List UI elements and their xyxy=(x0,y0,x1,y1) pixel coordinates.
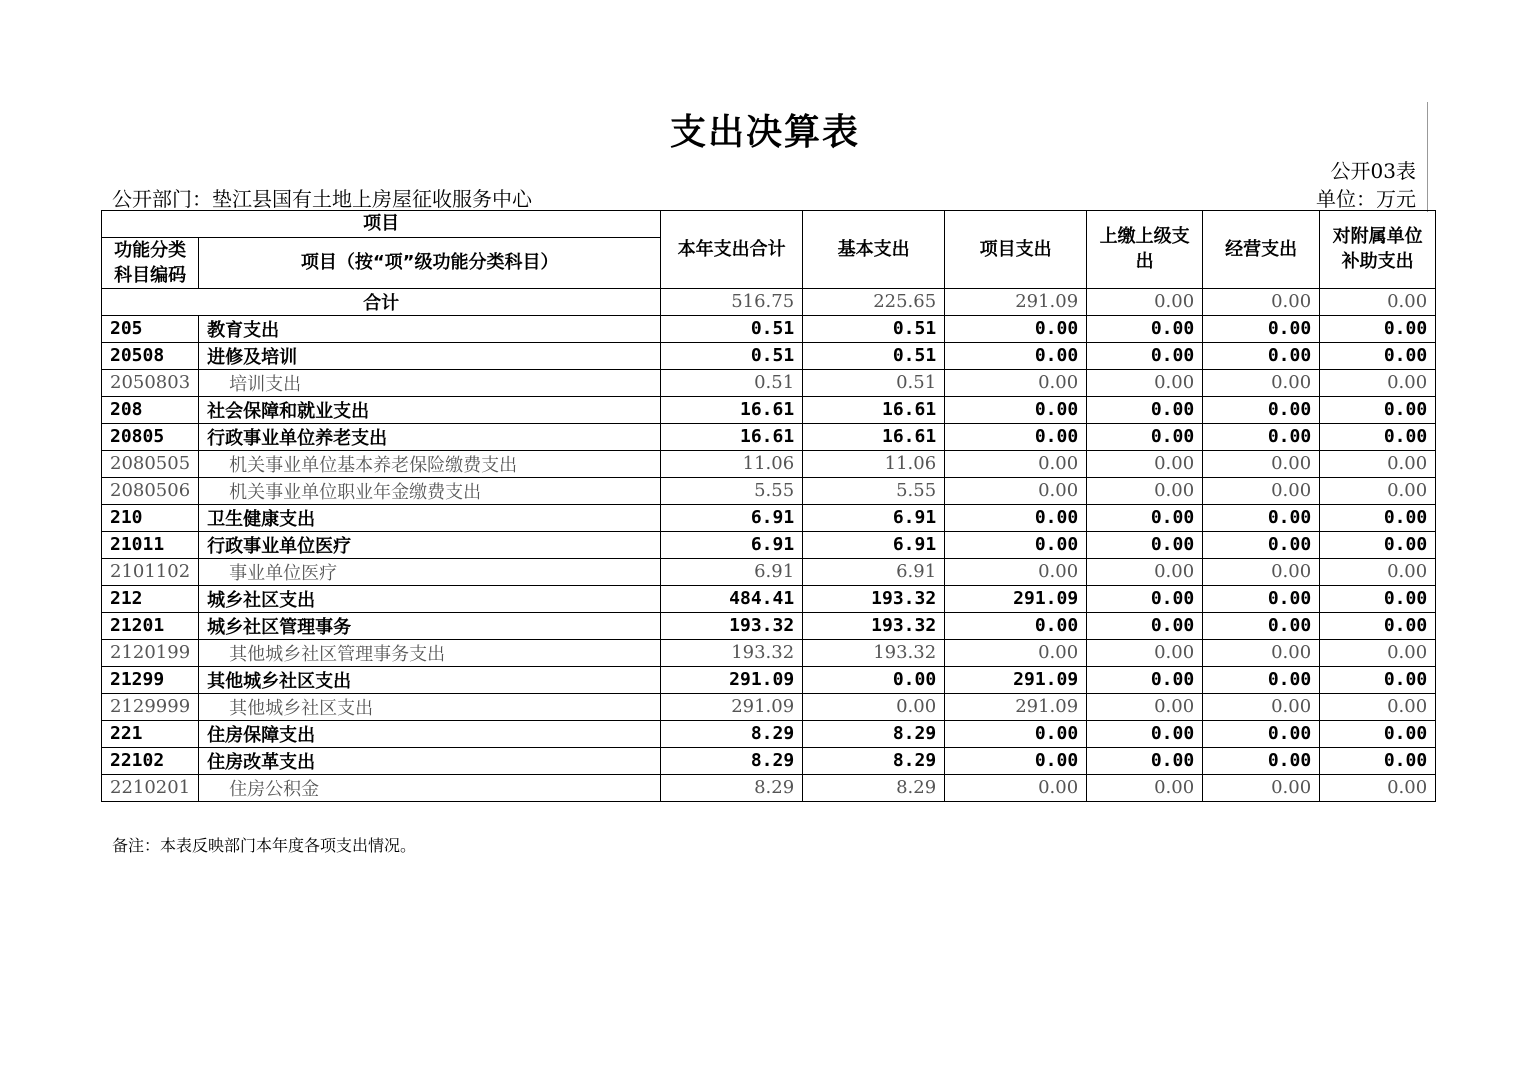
row-value: 0.00 xyxy=(1320,369,1436,396)
row-value: 11.06 xyxy=(803,450,945,477)
row-value: 291.09 xyxy=(945,666,1087,693)
row-value: 291.09 xyxy=(945,693,1087,720)
row-name: 行政事业单位养老支出 xyxy=(199,423,661,450)
row-value: 193.32 xyxy=(661,612,803,639)
row-name: 社会保障和就业支出 xyxy=(199,396,661,423)
row-code: 212 xyxy=(102,585,199,612)
row-value: 0.00 xyxy=(1203,423,1320,450)
row-value: 0.00 xyxy=(1320,612,1436,639)
row-value: 0.00 xyxy=(1320,693,1436,720)
row-value: 0.00 xyxy=(803,693,945,720)
row-value: 0.00 xyxy=(1203,342,1320,369)
row-value: 291.09 xyxy=(661,666,803,693)
row-value: 0.00 xyxy=(1320,477,1436,504)
header-item: 项目 xyxy=(102,211,661,238)
row-value: 0.00 xyxy=(1087,477,1203,504)
department-label: 公开部门：垫江县国有土地上房屋征收服务中心 xyxy=(112,187,532,211)
table-row xyxy=(102,720,1436,747)
table-row xyxy=(102,477,1436,504)
row-value: 0.00 xyxy=(1320,639,1436,666)
row-value: 0.00 xyxy=(945,612,1087,639)
table-row xyxy=(102,612,1436,639)
form-number: 公开03表 xyxy=(1330,159,1416,183)
table-row xyxy=(102,747,1436,774)
row-value: 5.55 xyxy=(661,477,803,504)
row-value: 0.00 xyxy=(945,747,1087,774)
row-value: 0.00 xyxy=(1087,720,1203,747)
row-name: 其他城乡社区管理事务支出 xyxy=(199,639,661,666)
row-value: 0.00 xyxy=(803,666,945,693)
row-value: 16.61 xyxy=(803,396,945,423)
table-row xyxy=(102,396,1436,423)
total-label: 合计 xyxy=(102,288,661,315)
row-name: 其他城乡社区支出 xyxy=(199,666,661,693)
row-code: 21299 xyxy=(102,666,199,693)
row-value: 0.00 xyxy=(1087,693,1203,720)
row-value: 291.09 xyxy=(945,585,1087,612)
row-value: 0.00 xyxy=(945,720,1087,747)
row-value: 6.91 xyxy=(661,531,803,558)
row-value: 0.51 xyxy=(661,315,803,342)
row-value: 484.41 xyxy=(661,585,803,612)
row-value: 0.00 xyxy=(1320,585,1436,612)
row-value: 0.00 xyxy=(1203,585,1320,612)
row-value: 0.51 xyxy=(661,369,803,396)
row-value: 0.00 xyxy=(1320,342,1436,369)
row-value: 0.00 xyxy=(1087,774,1203,801)
footnote: 备注：本表反映部门本年度各项支出情况。 xyxy=(112,836,417,855)
row-value: 0.00 xyxy=(1320,423,1436,450)
page-title: 支出决算表 xyxy=(669,112,860,153)
row-value: 0.00 xyxy=(1087,342,1203,369)
row-value: 0.00 xyxy=(1320,450,1436,477)
table-row xyxy=(102,315,1436,342)
total-value: 225.65 xyxy=(803,288,945,315)
row-name: 住房公积金 xyxy=(199,774,661,801)
header-total: 本年支出合计 xyxy=(661,211,803,289)
row-value: 0.00 xyxy=(1320,666,1436,693)
table-row xyxy=(102,342,1436,369)
header-project: 项目支出 xyxy=(945,211,1087,289)
total-value: 0.00 xyxy=(1320,288,1436,315)
total-row xyxy=(102,288,1436,315)
row-value: 0.00 xyxy=(1087,369,1203,396)
row-code: 2101102 xyxy=(102,558,199,585)
row-value: 0.00 xyxy=(1203,693,1320,720)
row-value: 291.09 xyxy=(661,693,803,720)
row-value: 8.29 xyxy=(661,774,803,801)
row-value: 0.51 xyxy=(803,315,945,342)
row-value: 0.00 xyxy=(945,477,1087,504)
row-value: 0.00 xyxy=(1203,477,1320,504)
row-code: 21011 xyxy=(102,531,199,558)
row-code: 210 xyxy=(102,504,199,531)
row-value: 6.91 xyxy=(661,504,803,531)
header-upper: 上缴上级支出 xyxy=(1087,211,1203,289)
table-row xyxy=(102,558,1436,585)
row-value: 0.00 xyxy=(945,342,1087,369)
row-value: 0.00 xyxy=(1320,747,1436,774)
row-value: 0.00 xyxy=(1203,396,1320,423)
row-value: 0.00 xyxy=(1087,423,1203,450)
row-value: 0.00 xyxy=(945,531,1087,558)
row-value: 0.00 xyxy=(1320,774,1436,801)
row-value: 0.00 xyxy=(1203,612,1320,639)
row-value: 0.00 xyxy=(945,423,1087,450)
row-value: 0.51 xyxy=(803,369,945,396)
row-value: 16.61 xyxy=(661,396,803,423)
row-name: 机关事业单位职业年金缴费支出 xyxy=(199,477,661,504)
total-value: 516.75 xyxy=(661,288,803,315)
row-code: 20805 xyxy=(102,423,199,450)
table-row xyxy=(102,450,1436,477)
row-value: 6.91 xyxy=(803,504,945,531)
row-code: 208 xyxy=(102,396,199,423)
row-code: 20508 xyxy=(102,342,199,369)
row-value: 8.29 xyxy=(803,747,945,774)
row-value: 5.55 xyxy=(803,477,945,504)
row-value: 16.61 xyxy=(803,423,945,450)
row-code: 21201 xyxy=(102,612,199,639)
row-value: 0.00 xyxy=(1203,639,1320,666)
table-row xyxy=(102,585,1436,612)
header-basic: 基本支出 xyxy=(803,211,945,289)
row-value: 0.00 xyxy=(945,396,1087,423)
row-value: 0.00 xyxy=(1087,666,1203,693)
row-value: 6.91 xyxy=(661,558,803,585)
row-value: 0.00 xyxy=(1203,774,1320,801)
row-value: 8.29 xyxy=(803,720,945,747)
row-value: 0.00 xyxy=(1203,666,1320,693)
row-value: 193.32 xyxy=(803,585,945,612)
row-value: 0.51 xyxy=(661,342,803,369)
row-code: 22102 xyxy=(102,747,199,774)
row-value: 0.51 xyxy=(803,342,945,369)
row-value: 6.91 xyxy=(803,531,945,558)
row-value: 0.00 xyxy=(1087,396,1203,423)
row-value: 0.00 xyxy=(1087,747,1203,774)
row-value: 0.00 xyxy=(1203,450,1320,477)
row-value: 0.00 xyxy=(1087,585,1203,612)
row-value: 0.00 xyxy=(945,504,1087,531)
total-value: 0.00 xyxy=(1203,288,1320,315)
table-row xyxy=(102,423,1436,450)
row-value: 193.32 xyxy=(803,639,945,666)
row-name: 培训支出 xyxy=(199,369,661,396)
row-value: 11.06 xyxy=(661,450,803,477)
row-name: 城乡社区管理事务 xyxy=(199,612,661,639)
row-value: 0.00 xyxy=(1203,369,1320,396)
row-value: 8.29 xyxy=(661,747,803,774)
row-code: 2129999 xyxy=(102,693,199,720)
header-subsidy: 对附属单位补助支出 xyxy=(1320,211,1436,289)
row-value: 0.00 xyxy=(1087,450,1203,477)
row-value: 0.00 xyxy=(1203,558,1320,585)
row-value: 0.00 xyxy=(1087,531,1203,558)
row-value: 0.00 xyxy=(1203,531,1320,558)
table-row xyxy=(102,774,1436,801)
row-name: 事业单位医疗 xyxy=(199,558,661,585)
row-value: 0.00 xyxy=(1320,558,1436,585)
row-name: 城乡社区支出 xyxy=(199,585,661,612)
row-name: 住房保障支出 xyxy=(199,720,661,747)
row-value: 0.00 xyxy=(945,315,1087,342)
row-value: 0.00 xyxy=(1320,720,1436,747)
row-value: 0.00 xyxy=(1203,315,1320,342)
row-value: 6.91 xyxy=(803,558,945,585)
total-value: 291.09 xyxy=(945,288,1087,315)
row-value: 0.00 xyxy=(1203,747,1320,774)
expenditure-table xyxy=(101,210,1436,802)
row-value: 0.00 xyxy=(945,774,1087,801)
row-code: 2210201 xyxy=(102,774,199,801)
row-code: 2050803 xyxy=(102,369,199,396)
row-value: 0.00 xyxy=(1203,720,1320,747)
table-row xyxy=(102,369,1436,396)
row-name: 住房改革支出 xyxy=(199,747,661,774)
row-value: 0.00 xyxy=(1087,558,1203,585)
row-value: 0.00 xyxy=(1087,612,1203,639)
row-value: 0.00 xyxy=(1087,639,1203,666)
row-value: 0.00 xyxy=(945,558,1087,585)
row-value: 0.00 xyxy=(945,450,1087,477)
table-row xyxy=(102,531,1436,558)
row-value: 16.61 xyxy=(661,423,803,450)
row-value: 0.00 xyxy=(1320,396,1436,423)
header-code: 功能分类科目编码 xyxy=(102,237,199,288)
table-row xyxy=(102,504,1436,531)
row-value: 0.00 xyxy=(1320,531,1436,558)
table-row xyxy=(102,666,1436,693)
row-code: 2120199 xyxy=(102,639,199,666)
row-value: 0.00 xyxy=(1320,315,1436,342)
table-row xyxy=(102,693,1436,720)
header-business: 经营支出 xyxy=(1203,211,1320,289)
row-name: 机关事业单位基本养老保险缴费支出 xyxy=(199,450,661,477)
row-value: 0.00 xyxy=(1203,504,1320,531)
table-row xyxy=(102,639,1436,666)
row-code: 2080505 xyxy=(102,450,199,477)
row-value: 0.00 xyxy=(945,369,1087,396)
row-name: 教育支出 xyxy=(199,315,661,342)
row-code: 221 xyxy=(102,720,199,747)
unit-label: 单位：万元 xyxy=(1316,187,1416,211)
total-value: 0.00 xyxy=(1087,288,1203,315)
row-code: 205 xyxy=(102,315,199,342)
row-value: 0.00 xyxy=(1087,315,1203,342)
row-name: 行政事业单位医疗 xyxy=(199,531,661,558)
row-value: 0.00 xyxy=(945,639,1087,666)
row-value: 0.00 xyxy=(1087,504,1203,531)
row-value: 8.29 xyxy=(803,774,945,801)
row-value: 193.32 xyxy=(661,639,803,666)
row-value: 8.29 xyxy=(661,720,803,747)
row-value: 0.00 xyxy=(1320,504,1436,531)
row-value: 193.32 xyxy=(803,612,945,639)
row-name: 卫生健康支出 xyxy=(199,504,661,531)
header-name: 项目（按“项”级功能分类科目） xyxy=(199,237,661,288)
row-name: 进修及培训 xyxy=(199,342,661,369)
row-code: 2080506 xyxy=(102,477,199,504)
row-name: 其他城乡社区支出 xyxy=(199,693,661,720)
